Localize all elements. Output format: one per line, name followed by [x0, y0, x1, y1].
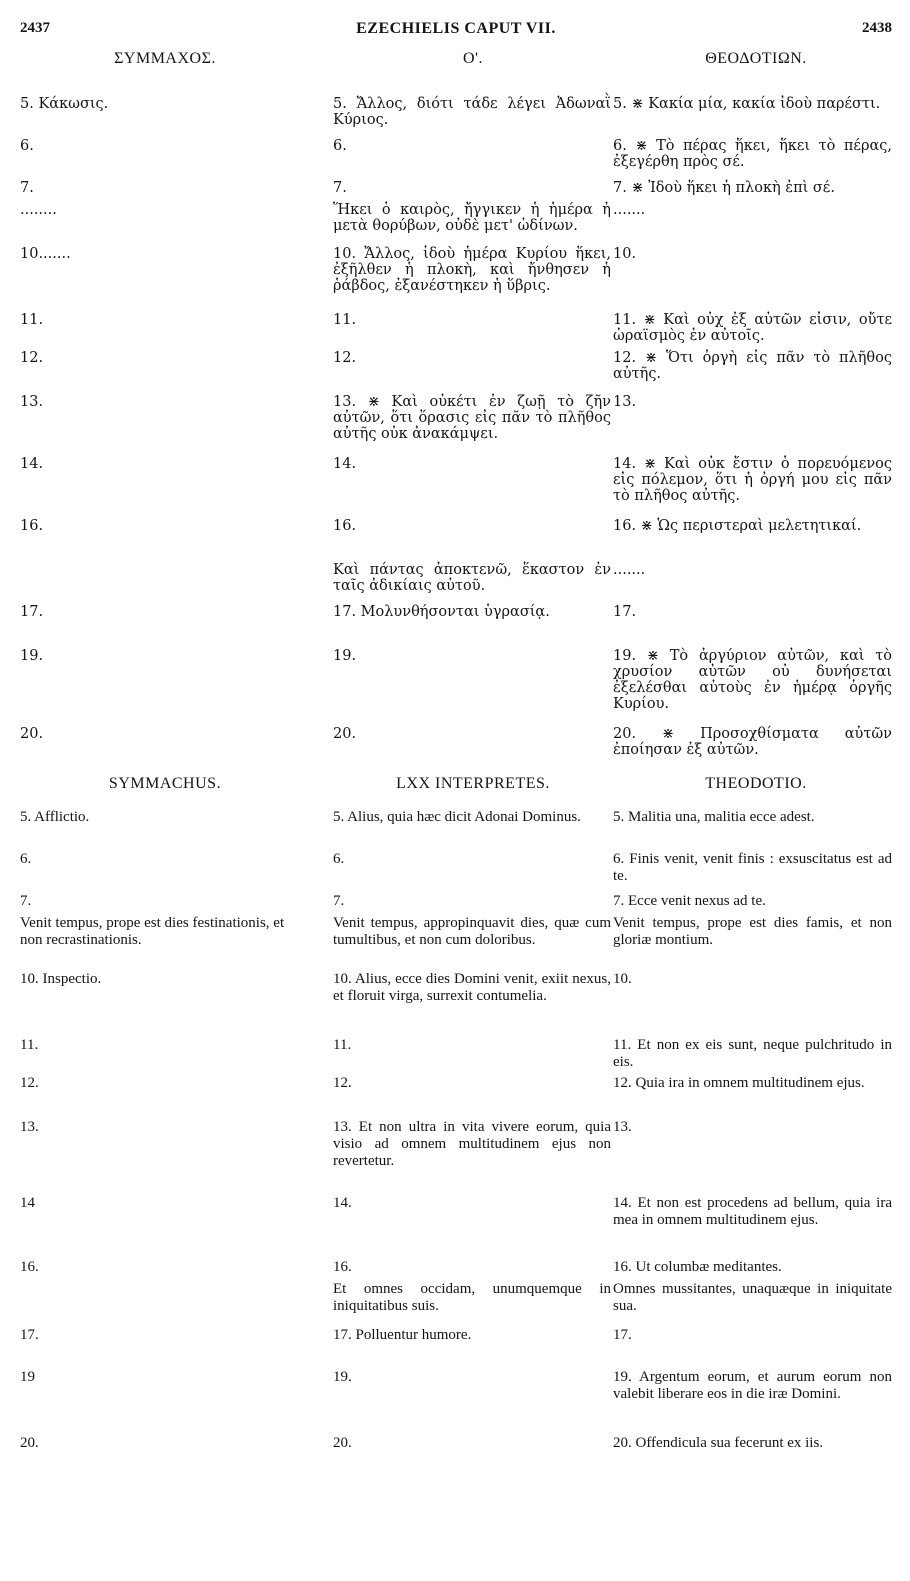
- heading-symmachus-greek: ΣΥΜΜΑΧΟΣ.: [114, 50, 216, 67]
- septuagint-cell: 16.: [333, 1259, 352, 1275]
- theodotion-cell: 20. Offendicula sua fecerunt ex iis.: [613, 1435, 824, 1451]
- symmachus-cell: 13.: [20, 394, 44, 410]
- latin-column-headings: [20, 775, 892, 809]
- septuagint-cell: 7.: [333, 893, 345, 909]
- septuagint-cell: 20.: [333, 1435, 352, 1451]
- septuagint-cell: Venit tempus, appropinquavit dies, quæ cum tumultibus, et non cum doloribus.: [333, 915, 611, 948]
- theodotion-cell: 14. Et non est procedens ad bellum, quia ira mea in omnem multitudinem ejus.: [613, 1195, 892, 1228]
- theodotion-cell: 12. Quia ira in omnem multitudinem ejus.: [613, 1075, 865, 1091]
- left-page-number: 2437: [20, 20, 50, 36]
- septuagint-cell: 5. Ἄλλος, διότι τάδε λέγει Ἀδωναῒ Κύριος.: [333, 96, 611, 128]
- greek-column-headings: [20, 50, 892, 84]
- symmachus-cell: Venit tempus, prope est dies festinationis, et non recrastinationis.: [20, 915, 285, 948]
- theodotion-cell: 16. Ut columbæ meditantes.: [613, 1259, 782, 1275]
- symmachus-cell: 10.......: [20, 246, 71, 262]
- theodotion-cell: 5. ⋇ Κακία μία, κακία ἰδοὺ παρέστι.: [613, 96, 881, 112]
- symmachus-cell: 5. Κάκωσις.: [20, 96, 109, 112]
- heading-theodotion-greek: ΘΕΟΔΟΤΙΩΝ.: [705, 50, 807, 67]
- running-header: [20, 20, 892, 42]
- theodotion-cell: 7. ⋇ Ἰδοὺ ἥκει ἡ πλοκὴ ἐπὶ σέ.: [613, 180, 835, 196]
- symmachus-cell: 16.: [20, 1259, 39, 1275]
- latin-section: [20, 775, 892, 1451]
- theodotion-cell: 10.: [613, 971, 632, 987]
- symmachus-cell: 7.: [20, 180, 34, 196]
- symmachus-cell: 19: [20, 1369, 35, 1385]
- septuagint-cell: 11.: [333, 312, 357, 328]
- right-page-number: 2438: [862, 20, 892, 36]
- septuagint-cell: 6.: [333, 138, 347, 154]
- symmachus-cell: 17.: [20, 604, 44, 620]
- theodotion-cell: 19. Argentum eorum, et aurum eorum non valebit liberare eos in die iræ Domini.: [613, 1369, 892, 1402]
- theodotion-cell: Omnes mussitantes, unaquæque in iniquitate sua.: [613, 1281, 892, 1314]
- theodotion-cell: 13.: [613, 1119, 632, 1135]
- theodotion-cell: .......: [613, 562, 646, 578]
- septuagint-cell: 11.: [333, 1037, 352, 1053]
- symmachus-cell: 17.: [20, 1327, 39, 1343]
- theodotion-cell: 11. ⋇ Καὶ οὐχ ἐξ αὐτῶν εἰσιν, οὔτε ὡραϊσμὸς ἐν αὐτοῖς.: [613, 312, 892, 344]
- septuagint-cell: 10. Alius, ecce dies Domini venit, exiit nexus, et floruit virga, surrexit contumelia.: [333, 971, 611, 1004]
- theodotion-cell: 10.: [613, 246, 637, 262]
- septuagint-cell: 5. Alius, quia hæc dicit Adonai Dominus.: [333, 809, 581, 825]
- symmachus-cell: 19.: [20, 648, 44, 664]
- symmachus-cell: 6.: [20, 138, 34, 154]
- heading-theodotion-latin: THEODOTIO.: [705, 775, 807, 792]
- septuagint-cell: 6.: [333, 851, 345, 867]
- septuagint-cell: 19.: [333, 648, 357, 664]
- symmachus-cell: 13.: [20, 1119, 39, 1135]
- septuagint-cell: Καὶ πάντας ἀποκτενῶ, ἕκαστον ἐν ταῖς ἀδικίαις αὐτοῦ.: [333, 562, 611, 594]
- symmachus-cell: 6.: [20, 851, 32, 867]
- theodotion-cell: 6. Finis venit, venit finis : exsuscitatus est ad te.: [613, 851, 892, 884]
- septuagint-cell: Et omnes occidam, unumquemque in iniquitatibus suis.: [333, 1281, 611, 1314]
- septuagint-cell: 14.: [333, 456, 357, 472]
- theodotion-cell: 14. ⋇ Καὶ οὐκ ἔστιν ὁ πορευόμενος εἰς πόλεμον, ὅτι ἡ ὀργή μου εἰς πᾶν τὸ πλῆθος αὐτῆς.: [613, 456, 892, 504]
- theodotion-cell: 11. Et non ex eis sunt, neque pulchritudo in eis.: [613, 1037, 892, 1070]
- septuagint-cell: Ἥκει ὁ καιρὸς, ἤγγικεν ἡ ἡμέρα ἡ μετὰ θορύβων, οὐδὲ μετ' ὠδίνων.: [333, 202, 611, 234]
- symmachus-cell: ........: [20, 202, 57, 218]
- symmachus-cell: 11.: [20, 312, 44, 328]
- septuagint-cell: 17. Μολυνθήσονται ὑγρασίᾳ.: [333, 604, 550, 620]
- septuagint-cell: 12.: [333, 350, 357, 366]
- symmachus-cell: 14.: [20, 456, 44, 472]
- septuagint-cell: 17. Polluentur humore.: [333, 1327, 472, 1343]
- theodotion-cell: .......: [613, 202, 646, 218]
- septuagint-cell: 14.: [333, 1195, 352, 1211]
- septuagint-cell: 19.: [333, 1369, 352, 1385]
- theodotion-cell: 19. ⋇ Τὸ ἀργύριον αὐτῶν, καὶ τὸ χρυσίον αὐτῶν οὐ δυνήσεται ἐξελέσθαι αὐτοὺς ἐν ἡμέρᾳ ὀργῆς Κυρίου.: [613, 648, 892, 712]
- septuagint-cell: 13. ⋇ Καὶ οὐκέτι ἐν ζωῇ τὸ ζῆν αὐτῶν, ὅτι ὅρασις εἰς πᾶν τὸ πλῆθος αὐτῆς οὐκ ἀνακάμψει.: [333, 394, 611, 442]
- theodotion-cell: 6. ⋇ Τὸ πέρας ἥκει, ἥκει τὸ πέρας, ἐξεγέρθη πρὸς σέ.: [613, 138, 892, 170]
- symmachus-cell: 10. Inspectio.: [20, 971, 102, 987]
- heading-symmachus-latin: SYMMACHUS.: [108, 775, 222, 792]
- symmachus-cell: 20.: [20, 1435, 39, 1451]
- theodotion-cell: 12. ⋇ Ὅτι ὀργὴ εἰς πᾶν τὸ πλῆθος αὐτῆς.: [613, 350, 892, 382]
- heading-septuagint-latin: LXX INTERPRETES.: [396, 775, 550, 792]
- greek-section: [20, 50, 892, 758]
- theodotion-cell: 17.: [613, 1327, 632, 1343]
- symmachus-cell: 11.: [20, 1037, 39, 1053]
- septuagint-cell: 7.: [333, 180, 347, 196]
- symmachus-cell: 16.: [20, 518, 44, 534]
- theodotion-cell: 7. Ecce venit nexus ad te.: [613, 893, 766, 909]
- heading-septuagint-greek: Ο'.: [463, 50, 483, 67]
- theodotion-cell: 5. Malitia una, malitia ecce adest.: [613, 809, 815, 825]
- symmachus-cell: 20.: [20, 726, 44, 742]
- septuagint-cell: 10. Ἄλλος, ἰδοὺ ἡμέρα Κυρίου ἥκει, ἐξῆλθεν ἡ πλοκὴ, καὶ ἤνθησεν ἡ ῥάβδος, ἐξανέστηκεν ἡ ὕβρις.: [333, 246, 611, 294]
- theodotion-cell: 13.: [613, 394, 637, 410]
- symmachus-cell: 14: [20, 1195, 35, 1211]
- septuagint-cell: 12.: [333, 1075, 352, 1091]
- symmachus-cell: 12.: [20, 350, 44, 366]
- septuagint-cell: 13. Et non ultra in vita vivere eorum, quia visio ad omnem multitudinem ejus non revertetur.: [333, 1119, 611, 1169]
- theodotion-cell: 16. ⋇ Ὡς περιστεραὶ μελετητικαί.: [613, 518, 862, 534]
- symmachus-cell: 7.: [20, 893, 32, 909]
- chapter-title: EZECHIELIS CAPUT VII.: [356, 20, 556, 37]
- septuagint-cell: 20.: [333, 726, 357, 742]
- theodotion-cell: 17.: [613, 604, 637, 620]
- theodotion-cell: 20. ⋇ Προσοχθίσματα αὐτῶν ἐποίησαν ἐξ αὐτῶν.: [613, 726, 892, 758]
- symmachus-cell: 5. Afflictio.: [20, 809, 90, 825]
- septuagint-cell: 16.: [333, 518, 357, 534]
- theodotion-cell: Venit tempus, prope est dies famis, et non gloriæ montium.: [613, 915, 892, 948]
- symmachus-cell: 12.: [20, 1075, 39, 1091]
